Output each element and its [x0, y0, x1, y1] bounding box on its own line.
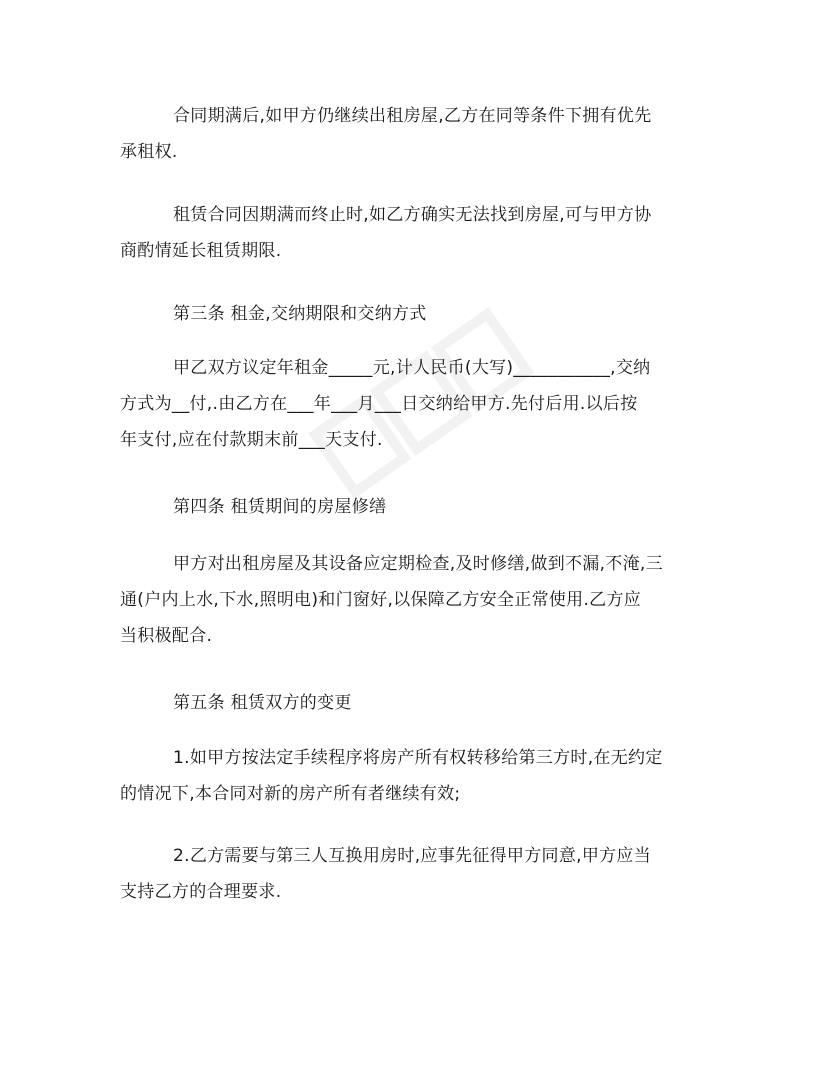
text-line: 承租权. — [120, 142, 178, 162]
heading-text: 第四条 租赁期间的房屋修缮 — [173, 497, 387, 517]
heading-text: 第五条 租赁双方的变更 — [173, 693, 352, 713]
article-3-heading — [120, 296, 720, 332]
text-line: 支持乙方的合理要求. — [120, 882, 282, 902]
text-line: 甲乙双方议定年租金_____元,计人民币(大写)___________,交纳 — [173, 358, 651, 378]
text-line: 通(户内上水,下水,照明电)和门窗好,以保障乙方安全正常使用.乙方应 — [120, 590, 642, 610]
paragraph-rent-payment — [120, 350, 720, 458]
paragraph-lease-extension — [120, 197, 720, 269]
text-line: 1.如甲方按法定手续程序将房产所有权转移给第三方时,在无约定 — [173, 748, 663, 768]
paragraph-house-exchange — [120, 838, 720, 910]
paragraph-ownership-transfer — [120, 740, 720, 812]
article-5-heading — [120, 685, 720, 721]
paragraph-renewal-priority — [120, 98, 720, 170]
article-4-heading — [120, 489, 720, 525]
text-line: 租赁合同因期满而终止时,如乙方确实无法找到房屋,可与甲方协 — [173, 205, 652, 225]
text-line: 合同期满后,如甲方仍继续出租房屋,乙方在同等条件下拥有优先 — [173, 106, 652, 126]
text-line: 甲方对出租房屋及其设备应定期检查,及时修缮,做到不漏,不淹,三 — [173, 554, 663, 574]
text-line: 2.乙方需要与第三人互换用房时,应事先征得甲方同意,甲方应当 — [173, 846, 652, 866]
text-line: 当积极配合. — [120, 626, 213, 646]
text-line: 的情况下,本合同对新的房产所有者继续有效; — [120, 784, 461, 804]
text-line: 商酌情延长租赁期限. — [120, 241, 282, 261]
paragraph-repairs — [120, 546, 720, 654]
text-line: 年支付,应在付款期末前___天支付. — [120, 430, 383, 450]
heading-text: 第三条 租金,交纳期限和交纳方式 — [173, 304, 427, 324]
text-line: 方式为__付,.由乙方在___年___月___日交纳给甲方.先付后用.以后按 — [120, 394, 638, 414]
